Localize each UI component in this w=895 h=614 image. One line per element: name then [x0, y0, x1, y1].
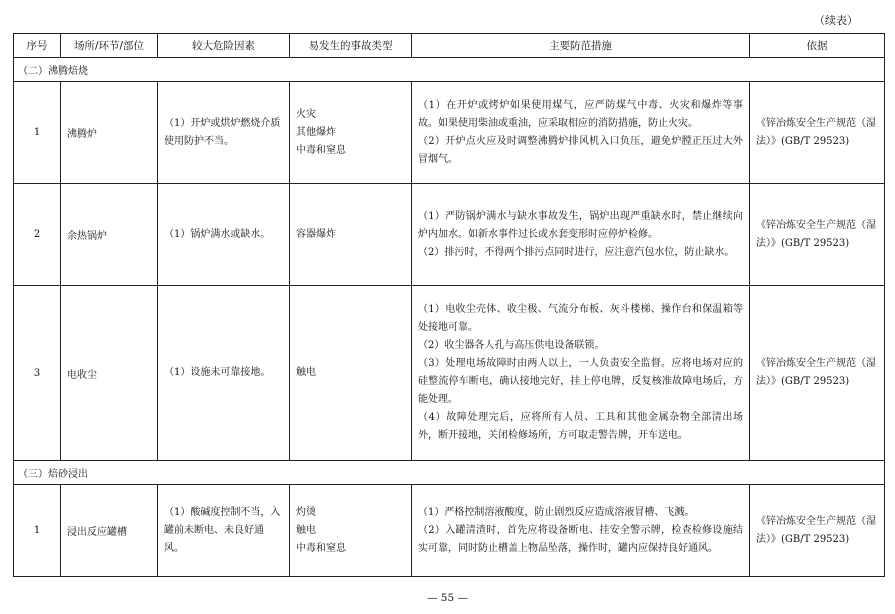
row-measures: [412, 82, 750, 184]
measure-item: （1）电收尘壳体、收尘极、气流分布板、灰斗楼梯、操作台和保温箱等处接地可靠。: [418, 304, 743, 333]
row-hazard: （1）酸碱度控制不当，入罐前未断电、未良好通风。: [158, 485, 290, 577]
header-measures: 主要防范措施: [412, 34, 750, 58]
page-number: — 55 —: [426, 592, 469, 604]
row-no: 1: [14, 485, 61, 577]
row-basis: 《锌冶炼安全生产规范（湿法）》(GB/T 29523): [750, 184, 885, 286]
measure-item: （1）严格控制溶液酸度，防止剧烈反应造成溶液冒槽、飞溅。: [418, 506, 695, 518]
section-title: （二）沸腾焙烧: [14, 58, 885, 82]
section-row: [14, 461, 885, 485]
header-basis: 依据: [750, 34, 885, 58]
table-row: [14, 184, 885, 286]
header-place: 场所/环节/部位: [61, 34, 158, 58]
header-hazard: 较大危险因素: [158, 34, 290, 58]
section-title: （三）焙砂浸出: [14, 461, 885, 485]
header-accident: 易发生的事故类型: [290, 34, 412, 58]
measure-item: （4）故障处理完后，应将所有人员、工具和其他金属杂物全部清出场外，断开接地，关闭检修场所，方可取走警告牌，开车送电。: [418, 412, 743, 441]
row-no: 1: [14, 82, 61, 184]
measure-item: （3）处理电场故障时由两人以上，一人负责安全监督。应将电场对应的硅整流停车断电，确认接地完好，挂上停电牌，反复核准故障电场后，方能处理。: [418, 358, 743, 405]
measure-item: （2）开炉点火应及时调整沸腾炉排风机入口负压，避免炉膛正压过大外冒烟气。: [418, 135, 743, 165]
accident-type: 其他爆炸: [296, 126, 336, 138]
accident-type: 触电: [296, 524, 316, 536]
accident-type: 中毒和窒息: [296, 144, 346, 156]
measure-item: （2）排污时，不得两个排污点同时进行，应注意汽包水位，防止缺水。: [418, 246, 735, 258]
row-place: 余热锅炉: [61, 184, 158, 286]
row-basis: 《锌冶炼安全生产规范（湿法）》(GB/T 29523): [750, 286, 885, 461]
header-no: 序号: [14, 34, 61, 58]
row-measures: [412, 184, 750, 286]
measure-item: （2）收尘器各人孔与高压供电设备联锁。: [418, 340, 605, 351]
accident-type: 中毒和窒息: [296, 542, 346, 554]
row-place: 电收尘: [61, 286, 158, 461]
table-row: [14, 485, 885, 577]
measure-item: （1）在开炉或烤炉如果使用煤气，应严防煤气中毒、火灾和爆炸等事故。如果使用柴油或重油，应采取相应的消防措施，防止火灾。: [418, 99, 743, 129]
table-row: [14, 82, 885, 184]
row-accidents: [290, 286, 412, 461]
safety-measures-table: [13, 33, 885, 577]
continued-label: （续表）: [814, 14, 858, 27]
row-measures: [412, 286, 750, 461]
row-hazard: （1）开炉或烘炉燃烧介质使用防护不当。: [158, 82, 290, 184]
row-accidents: [290, 82, 412, 184]
accident-type: 灼烫: [296, 506, 316, 518]
row-place: 沸腾炉: [61, 82, 158, 184]
row-no: 2: [14, 184, 61, 286]
accident-type: 容器爆炸: [296, 228, 336, 240]
measure-item: （2）入罐清渣时，首先应将设备断电、挂安全警示牌，检查检修设施结实可靠，同时防止槽盖上物品坠落，操作时，罐内应保持良好通风。: [418, 524, 743, 554]
row-hazard: （1）设施未可靠接地。: [158, 286, 290, 461]
row-measures: [412, 485, 750, 577]
row-accidents: [290, 184, 412, 286]
accident-type: 火灾: [296, 108, 316, 120]
row-place: 浸出反应罐槽: [61, 485, 158, 577]
section-row: [14, 58, 885, 82]
measure-item: （1）严防锅炉满水与缺水事故发生，锅炉出现严重缺水时，禁止继续向炉内加水。如新水事件过长或水套变形时应停炉检修。: [418, 210, 743, 240]
accident-type: 触电: [296, 367, 316, 378]
row-no: 3: [14, 286, 61, 461]
row-accidents: [290, 485, 412, 577]
table-row: [14, 286, 885, 461]
table-header-row: [14, 34, 885, 58]
row-hazard: （1）锅炉满水或缺水。: [158, 184, 290, 286]
row-basis: 《锌冶炼安全生产规范（湿法）》(GB/T 29523): [750, 485, 885, 577]
row-basis: 《锌冶炼安全生产规范（湿法）》(GB/T 29523): [750, 82, 885, 184]
